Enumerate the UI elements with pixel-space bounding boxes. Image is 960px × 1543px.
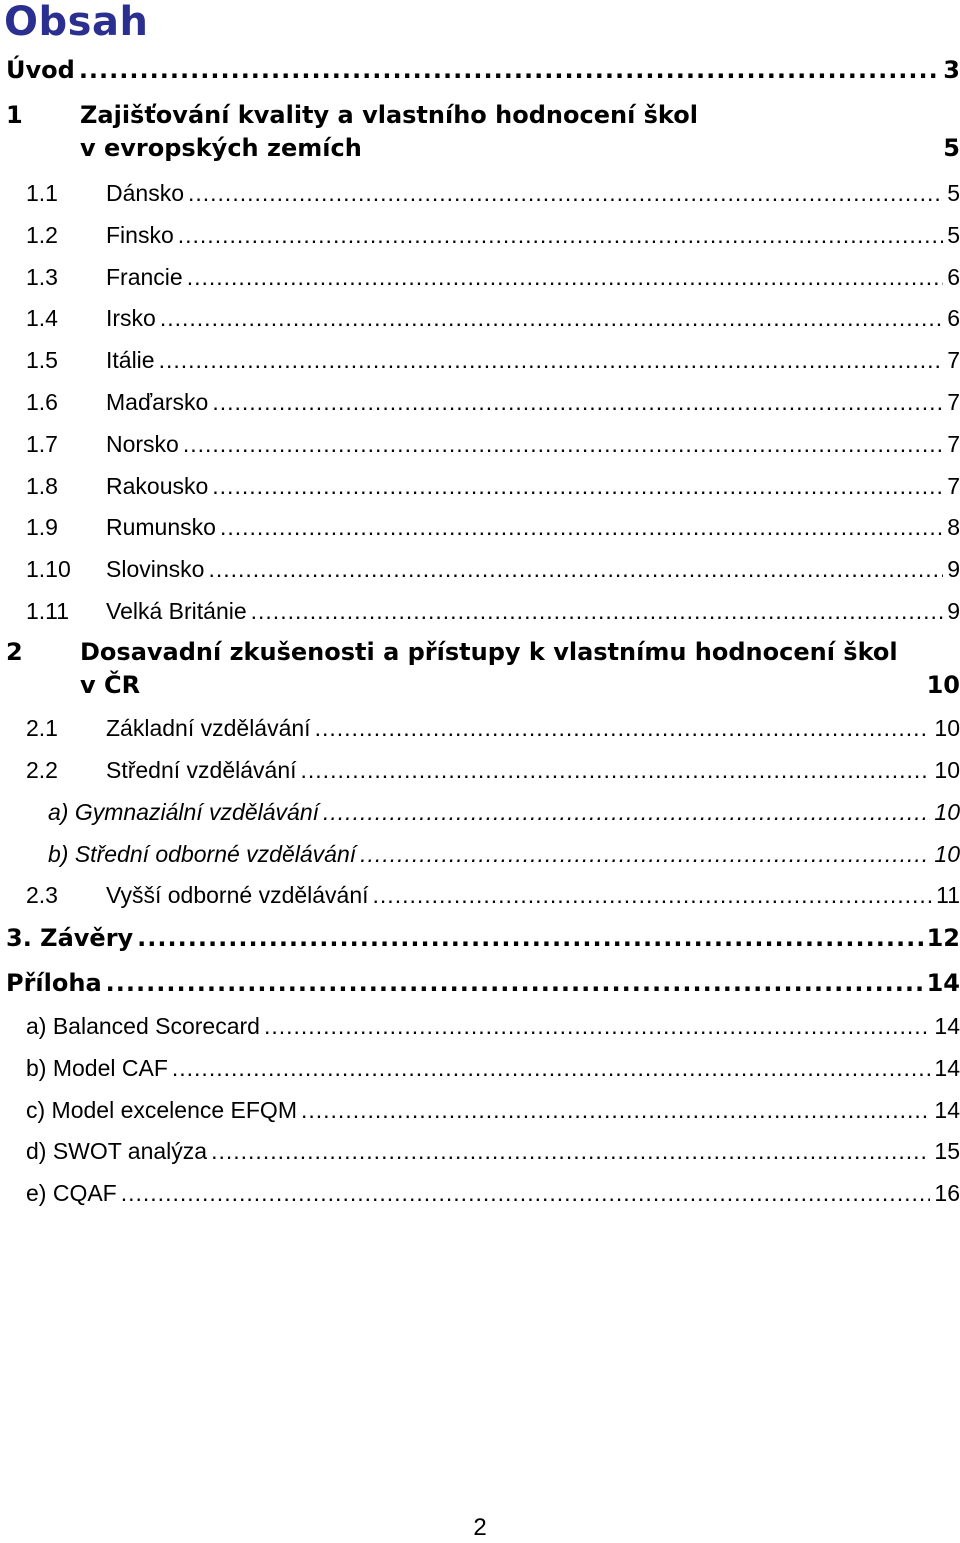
toc-page-number: 9 [947, 598, 960, 624]
toc-entry-appendix-item[interactable] [0, 1055, 960, 1082]
toc-label: Velká Británie [106, 598, 247, 624]
toc-entry-chapter-2[interactable] [0, 638, 960, 706]
toc-page-number: 5 [947, 222, 960, 248]
toc-entry-appendix-item[interactable] [0, 1097, 960, 1124]
toc-leader [160, 305, 943, 332]
toc-label: Příloha [6, 969, 102, 997]
toc-entry-section[interactable] [0, 347, 960, 374]
toc-entry-intro[interactable] [0, 56, 960, 84]
toc-entry-section[interactable] [0, 264, 960, 291]
toc-page-number: 14 [934, 1013, 960, 1039]
toc-label: Itálie [106, 347, 155, 373]
toc-page-number: 7 [947, 431, 960, 457]
toc-label: b) Střední odborné vzdělávání [48, 841, 357, 867]
toc-leader [121, 1180, 931, 1207]
toc-entry-section[interactable] [0, 598, 960, 625]
toc-leader [159, 347, 944, 374]
toc-entry-appendix-item[interactable] [0, 1180, 960, 1207]
toc-page-number: 14 [934, 1055, 960, 1081]
toc-leader [212, 473, 943, 500]
toc-leader [208, 556, 943, 583]
toc-leader [137, 924, 922, 952]
toc-label: Zajišťování kvality a vlastního hodnocení škol [80, 101, 698, 129]
toc-label: d) SWOT analýza [26, 1138, 208, 1164]
toc-chapter-number: 2 [6, 638, 23, 666]
toc-page-number: 9 [947, 556, 960, 582]
toc-entry-appendix-item[interactable] [0, 1013, 960, 1040]
toc-section-number: 1.8 [26, 473, 58, 499]
toc-leader [360, 841, 930, 868]
toc-entry-section[interactable] [0, 556, 960, 583]
toc-label: 3. Závěry [6, 924, 134, 952]
toc-entry-appendix-item[interactable] [0, 1138, 960, 1165]
toc-section-number: 1.3 [26, 264, 58, 290]
toc-section-number: 1.7 [26, 431, 58, 457]
toc-leader [251, 598, 944, 625]
toc-entry-2-3[interactable] [0, 882, 960, 909]
toc-label: Dosavadní zkušenosti a přístupy k vlastnímu hodnocení škol [80, 638, 898, 666]
toc-label: Norsko [106, 431, 179, 457]
toc-section-number: 1.10 [26, 556, 71, 582]
toc-label-continued: v evropských zemích [80, 134, 362, 162]
toc-entry-section[interactable] [0, 431, 960, 458]
toc-leader [211, 1138, 930, 1165]
toc-entry-section[interactable] [0, 222, 960, 249]
toc-section-number: 2.2 [26, 757, 58, 783]
toc-page-number: 7 [947, 389, 960, 415]
toc-label: Základní vzdělávání [106, 715, 311, 741]
toc-entry-section[interactable] [0, 389, 960, 416]
toc-label: b) Model CAF [26, 1055, 168, 1081]
toc-page-number: 12 [926, 924, 960, 952]
toc-section-number: 1.6 [26, 389, 58, 415]
toc-section-number: 2.1 [26, 715, 58, 741]
toc-page-number: 11 [936, 882, 960, 908]
toc-label: Finsko [106, 222, 174, 248]
toc-page-number: 6 [947, 305, 960, 331]
toc-label-continued: v ČR [80, 671, 141, 699]
toc-chapter-number: 1 [6, 101, 23, 129]
toc-section-number: 1.1 [26, 180, 58, 206]
toc-entry-section[interactable] [0, 473, 960, 500]
toc-page-number: 3 [943, 56, 960, 84]
toc-leader [373, 882, 933, 909]
toc-page-number: 6 [947, 264, 960, 290]
toc-entry-chapter-3[interactable] [0, 924, 960, 952]
toc-page-number: 5 [947, 180, 960, 206]
toc-label: Úvod [6, 56, 75, 84]
toc-leader [183, 431, 943, 458]
toc-page-number: 7 [947, 473, 960, 499]
toc-entry-appendix[interactable] [0, 969, 960, 997]
toc-leader [220, 514, 943, 541]
toc-label: Dánsko [106, 180, 184, 206]
toc-page-number: 14 [926, 969, 960, 997]
toc-entry-2-1[interactable] [0, 715, 960, 742]
page-number: 2 [473, 1514, 487, 1541]
toc-label: Vyšší odborné vzdělávání [106, 882, 369, 908]
toc-label: Francie [106, 264, 183, 290]
toc-label: a) Balanced Scorecard [26, 1013, 260, 1039]
toc-entry-section[interactable] [0, 180, 960, 207]
toc-leader [79, 56, 939, 84]
toc-entry-2-2-b[interactable] [0, 841, 960, 868]
toc-page-number: 10 [934, 799, 960, 825]
toc-entry-2-2-a[interactable] [0, 799, 960, 826]
toc-leader [106, 969, 923, 997]
toc-entry-section[interactable] [0, 305, 960, 332]
toc-page-number: 10 [934, 715, 960, 741]
toc-label: c) Model excelence EFQM [26, 1097, 297, 1123]
toc-page-number: 10 [934, 757, 960, 783]
toc-label: Rumunsko [106, 514, 216, 540]
toc-leader [187, 264, 944, 291]
toc-leader [188, 180, 943, 207]
toc-section-number: 1.5 [26, 347, 58, 373]
toc-leader [178, 222, 943, 249]
toc-entry-section[interactable] [0, 514, 960, 541]
toc-page-number: 10 [934, 841, 960, 867]
toc-leader [301, 1097, 930, 1124]
toc-leader [264, 1013, 930, 1040]
toc-label: a) Gymnaziální vzdělávání [48, 799, 320, 825]
toc-page-number: 8 [947, 514, 960, 540]
toc-page-number: 5 [943, 134, 960, 162]
toc-label: Irsko [106, 305, 156, 331]
toc-label: e) CQAF [26, 1180, 117, 1206]
toc-leader [323, 799, 930, 826]
toc-label: Slovinsko [106, 556, 205, 582]
toc-leader [212, 389, 943, 416]
toc-section-number: 1.4 [26, 305, 58, 331]
toc-page-number: 10 [926, 671, 960, 699]
toc-label: Rakousko [106, 473, 209, 499]
toc-page-number: 7 [947, 347, 960, 373]
toc-leader [301, 757, 931, 784]
toc-leader [315, 715, 931, 742]
page-title: Obsah [4, 0, 149, 45]
toc-label: Střední vzdělávání [106, 757, 297, 783]
toc-page-number: 16 [934, 1180, 960, 1206]
toc-entry-chapter-1[interactable] [0, 101, 960, 169]
toc-label: Maďarsko [106, 389, 209, 415]
toc-entry-2-2[interactable] [0, 757, 960, 784]
toc-section-number: 1.2 [26, 222, 58, 248]
toc-page-number: 14 [934, 1097, 960, 1123]
toc-section-number: 2.3 [26, 882, 58, 908]
toc-section-number: 1.9 [26, 514, 58, 540]
toc-section-number: 1.11 [26, 598, 70, 624]
toc-page-number: 15 [934, 1138, 960, 1164]
toc-leader [172, 1055, 931, 1082]
